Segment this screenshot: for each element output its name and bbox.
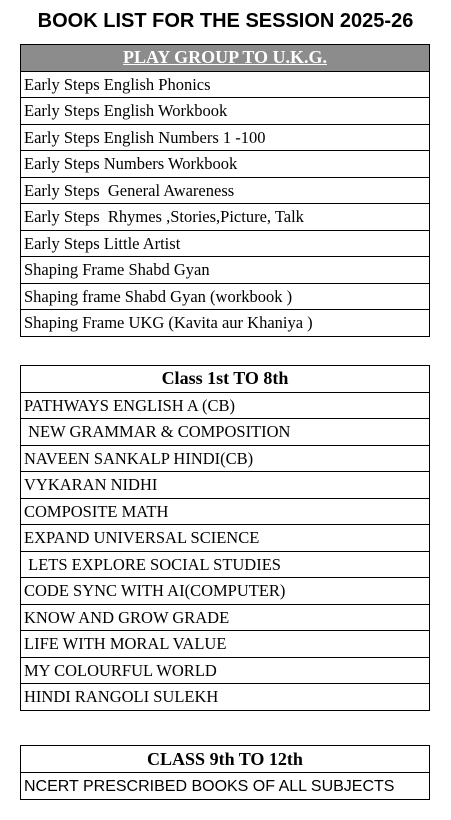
table-row <box>21 257 430 284</box>
table-row <box>21 498 430 525</box>
table-row <box>21 445 430 472</box>
table-row <box>21 551 430 578</box>
table-row <box>21 578 430 605</box>
table-row <box>21 657 430 684</box>
book-title: PATHWAYS ENGLISH A (CB) <box>21 392 430 419</box>
book-title: LIFE WITH MORAL VALUE <box>21 631 430 658</box>
table-row <box>21 419 430 446</box>
book-title: Early Steps Numbers Workbook <box>21 151 430 178</box>
table-row <box>21 472 430 499</box>
book-title: COMPOSITE MATH <box>21 498 430 525</box>
book-title: Shaping frame Shabd Gyan (workbook ) <box>21 283 430 310</box>
book-title: EXPAND UNIVERSAL SCIENCE <box>21 525 430 552</box>
table-header-row <box>21 366 430 393</box>
book-title: NCERT PRESCRIBED BOOKS OF ALL SUBJECTS <box>21 773 430 800</box>
book-title: NEW GRAMMAR & COMPOSITION <box>21 419 430 446</box>
table-row <box>21 71 430 98</box>
table-row <box>21 98 430 125</box>
table-row <box>21 684 430 711</box>
class-1-to-8-header: Class 1st TO 8th <box>21 366 430 393</box>
page-title: BOOK LIST FOR THE SESSION 2025-26 <box>37 10 414 32</box>
table-row <box>21 525 430 552</box>
book-title: Early Steps Little Artist <box>21 230 430 257</box>
class-9-to-12-header: CLASS 9th TO 12th <box>21 746 430 773</box>
table-row <box>21 124 430 151</box>
table-row <box>21 392 430 419</box>
class-9-to-12-book-table <box>20 745 430 800</box>
book-title: MY COLOURFUL WORLD <box>21 657 430 684</box>
table-header-row <box>21 45 430 72</box>
book-title: VYKARAN NIDHI <box>21 472 430 499</box>
table-row <box>21 204 430 231</box>
book-title: Early Steps English Workbook <box>21 98 430 125</box>
book-title: Early Steps English Numbers 1 -100 <box>21 124 430 151</box>
book-title: Early Steps Rhymes ,Stories,Picture, Talk <box>21 204 430 231</box>
play-group-header: PLAY GROUP TO U.K.G. <box>21 45 430 72</box>
book-title: HINDI RANGOLI SULEKH <box>21 684 430 711</box>
book-title: Early Steps English Phonics <box>21 71 430 98</box>
table-row <box>21 310 430 337</box>
book-title: LETS EXPLORE SOCIAL STUDIES <box>21 551 430 578</box>
table-row <box>21 230 430 257</box>
table-row <box>21 604 430 631</box>
book-title: Shaping Frame Shabd Gyan <box>21 257 430 284</box>
book-title: KNOW AND GROW GRADE <box>21 604 430 631</box>
table-header-row <box>21 746 430 773</box>
book-title: NAVEEN SANKALP HINDI(CB) <box>21 445 430 472</box>
book-title: CODE SYNC WITH AI(COMPUTER) <box>21 578 430 605</box>
table-row <box>21 773 430 800</box>
table-row <box>21 631 430 658</box>
table-row <box>21 151 430 178</box>
table-row <box>21 283 430 310</box>
book-title: Early Steps General Awareness <box>21 177 430 204</box>
book-title: Shaping Frame UKG (Kavita aur Khaniya ) <box>21 310 430 337</box>
class-1-to-8-book-table <box>20 365 430 711</box>
table-row <box>21 177 430 204</box>
play-group-book-table <box>20 44 430 337</box>
